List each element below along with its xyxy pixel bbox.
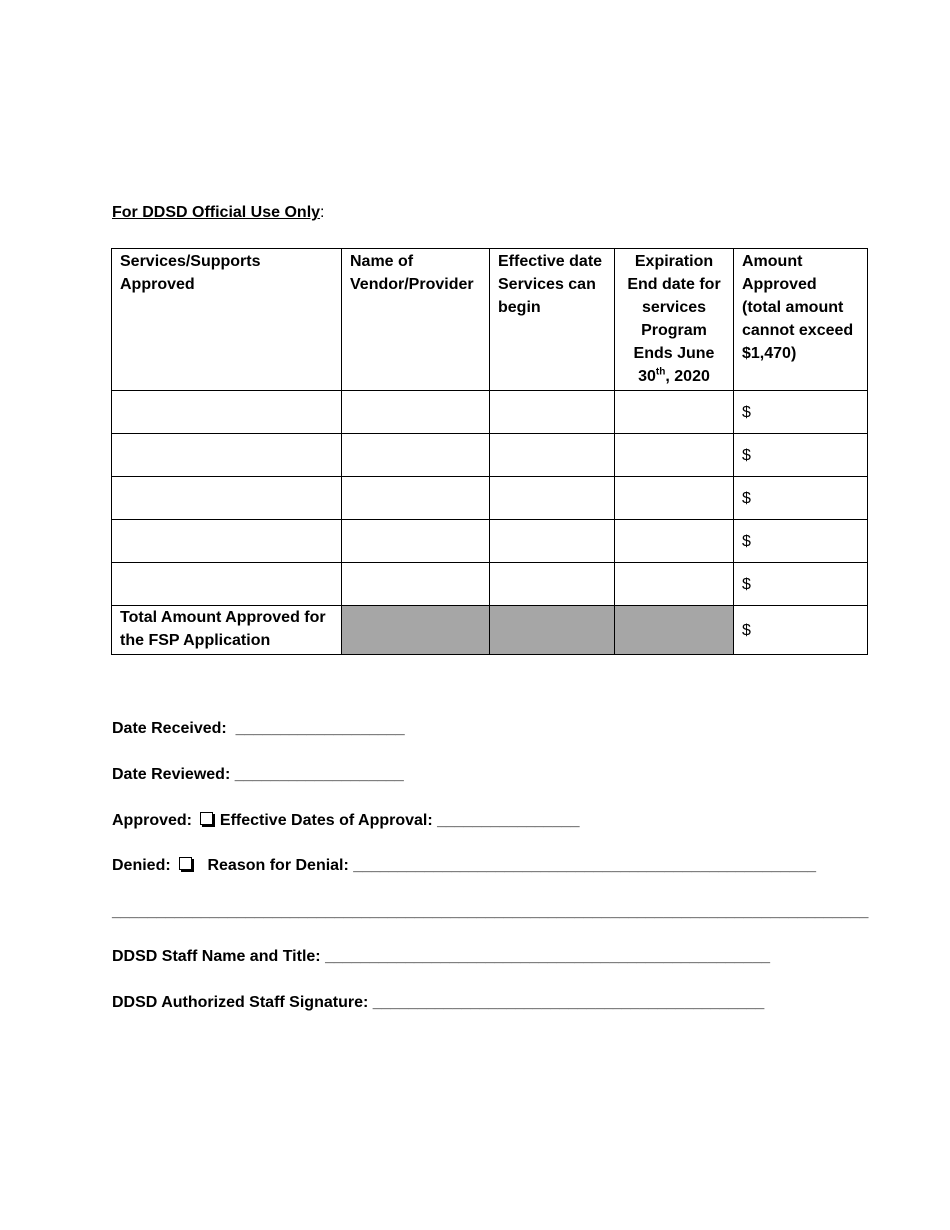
header-expiration [615,249,734,391]
header-expiration-sup: th [655,366,666,378]
amount-cell[interactable]: $ [734,391,868,434]
service-cell[interactable] [112,563,342,606]
expiration-cell[interactable] [615,477,734,520]
staff-signature-field[interactable]: DDSD Authorized Staff Signature: ____________________________________________ [112,994,765,1011]
header-vendor: Name of Vendor/Provider [342,249,490,391]
expiration-cell[interactable] [615,563,734,606]
table-header-row [112,249,868,391]
header-amount: Amount Approved (total amount cannot exceed $1,470) [734,249,868,391]
denied-label: Denied: [112,857,171,874]
official-use-heading [112,204,325,222]
staff-name-field[interactable]: DDSD Staff Name and Title: __________________________________________________ [112,948,770,965]
denial-reason-field[interactable]: Reason for Denial: ____________________________________________________ [207,857,816,874]
approval-dates-field[interactable]: Effective Dates of Approval: ________________ [219,812,580,829]
total-label: Total Amount Approved for the FSP Application [112,606,342,655]
total-amount-cell[interactable]: $ [734,606,868,655]
expiration-cell[interactable] [615,391,734,434]
approved-label: Approved: [112,812,192,829]
header-expiration-year: , 2020 [665,368,710,385]
table-row [112,477,868,520]
denial-continuation-line[interactable]: _____________________________________________________________________________________ [112,903,869,920]
official-use-title: For DDSD Official Use Only [112,204,321,221]
table-row [112,563,868,606]
total-row [112,606,868,655]
heading-colon: : [320,204,325,221]
date-received-field[interactable]: Date Received: ___________________ [112,720,405,737]
vendor-cell[interactable] [342,391,490,434]
effective-date-cell[interactable] [490,434,615,477]
header-services: Services/Supports Approved [112,249,342,391]
expiration-cell[interactable] [615,520,734,563]
header-expiration-day: 30 [638,368,656,385]
effective-date-cell[interactable] [490,563,615,606]
amount-cell[interactable]: $ [734,520,868,563]
amount-cell[interactable]: $ [734,477,868,520]
effective-date-cell[interactable] [490,477,615,520]
denied-row [112,857,816,875]
service-cell[interactable] [112,391,342,434]
shaded-cell [490,606,615,655]
table-row [112,520,868,563]
denied-checkbox[interactable] [179,857,192,870]
service-cell[interactable] [112,477,342,520]
expiration-cell[interactable] [615,434,734,477]
vendor-cell[interactable] [342,477,490,520]
approved-checkbox[interactable] [200,812,213,825]
service-cell[interactable] [112,434,342,477]
shaded-cell [342,606,490,655]
shaded-cell [615,606,734,655]
service-cell[interactable] [112,520,342,563]
header-effective-date: Effective date Services can begin [490,249,615,391]
amount-cell[interactable]: $ [734,563,868,606]
table-row [112,391,868,434]
header-expiration-text: Expiration End date for services Program Ends June [627,253,721,362]
approved-row [112,812,580,830]
amount-cell[interactable]: $ [734,434,868,477]
vendor-cell[interactable] [342,563,490,606]
effective-date-cell[interactable] [490,391,615,434]
effective-date-cell[interactable] [490,520,615,563]
approval-table [111,248,868,655]
vendor-cell[interactable] [342,520,490,563]
vendor-cell[interactable] [342,434,490,477]
table-row [112,434,868,477]
date-reviewed-field[interactable]: Date Reviewed: ___________________ [112,766,404,783]
